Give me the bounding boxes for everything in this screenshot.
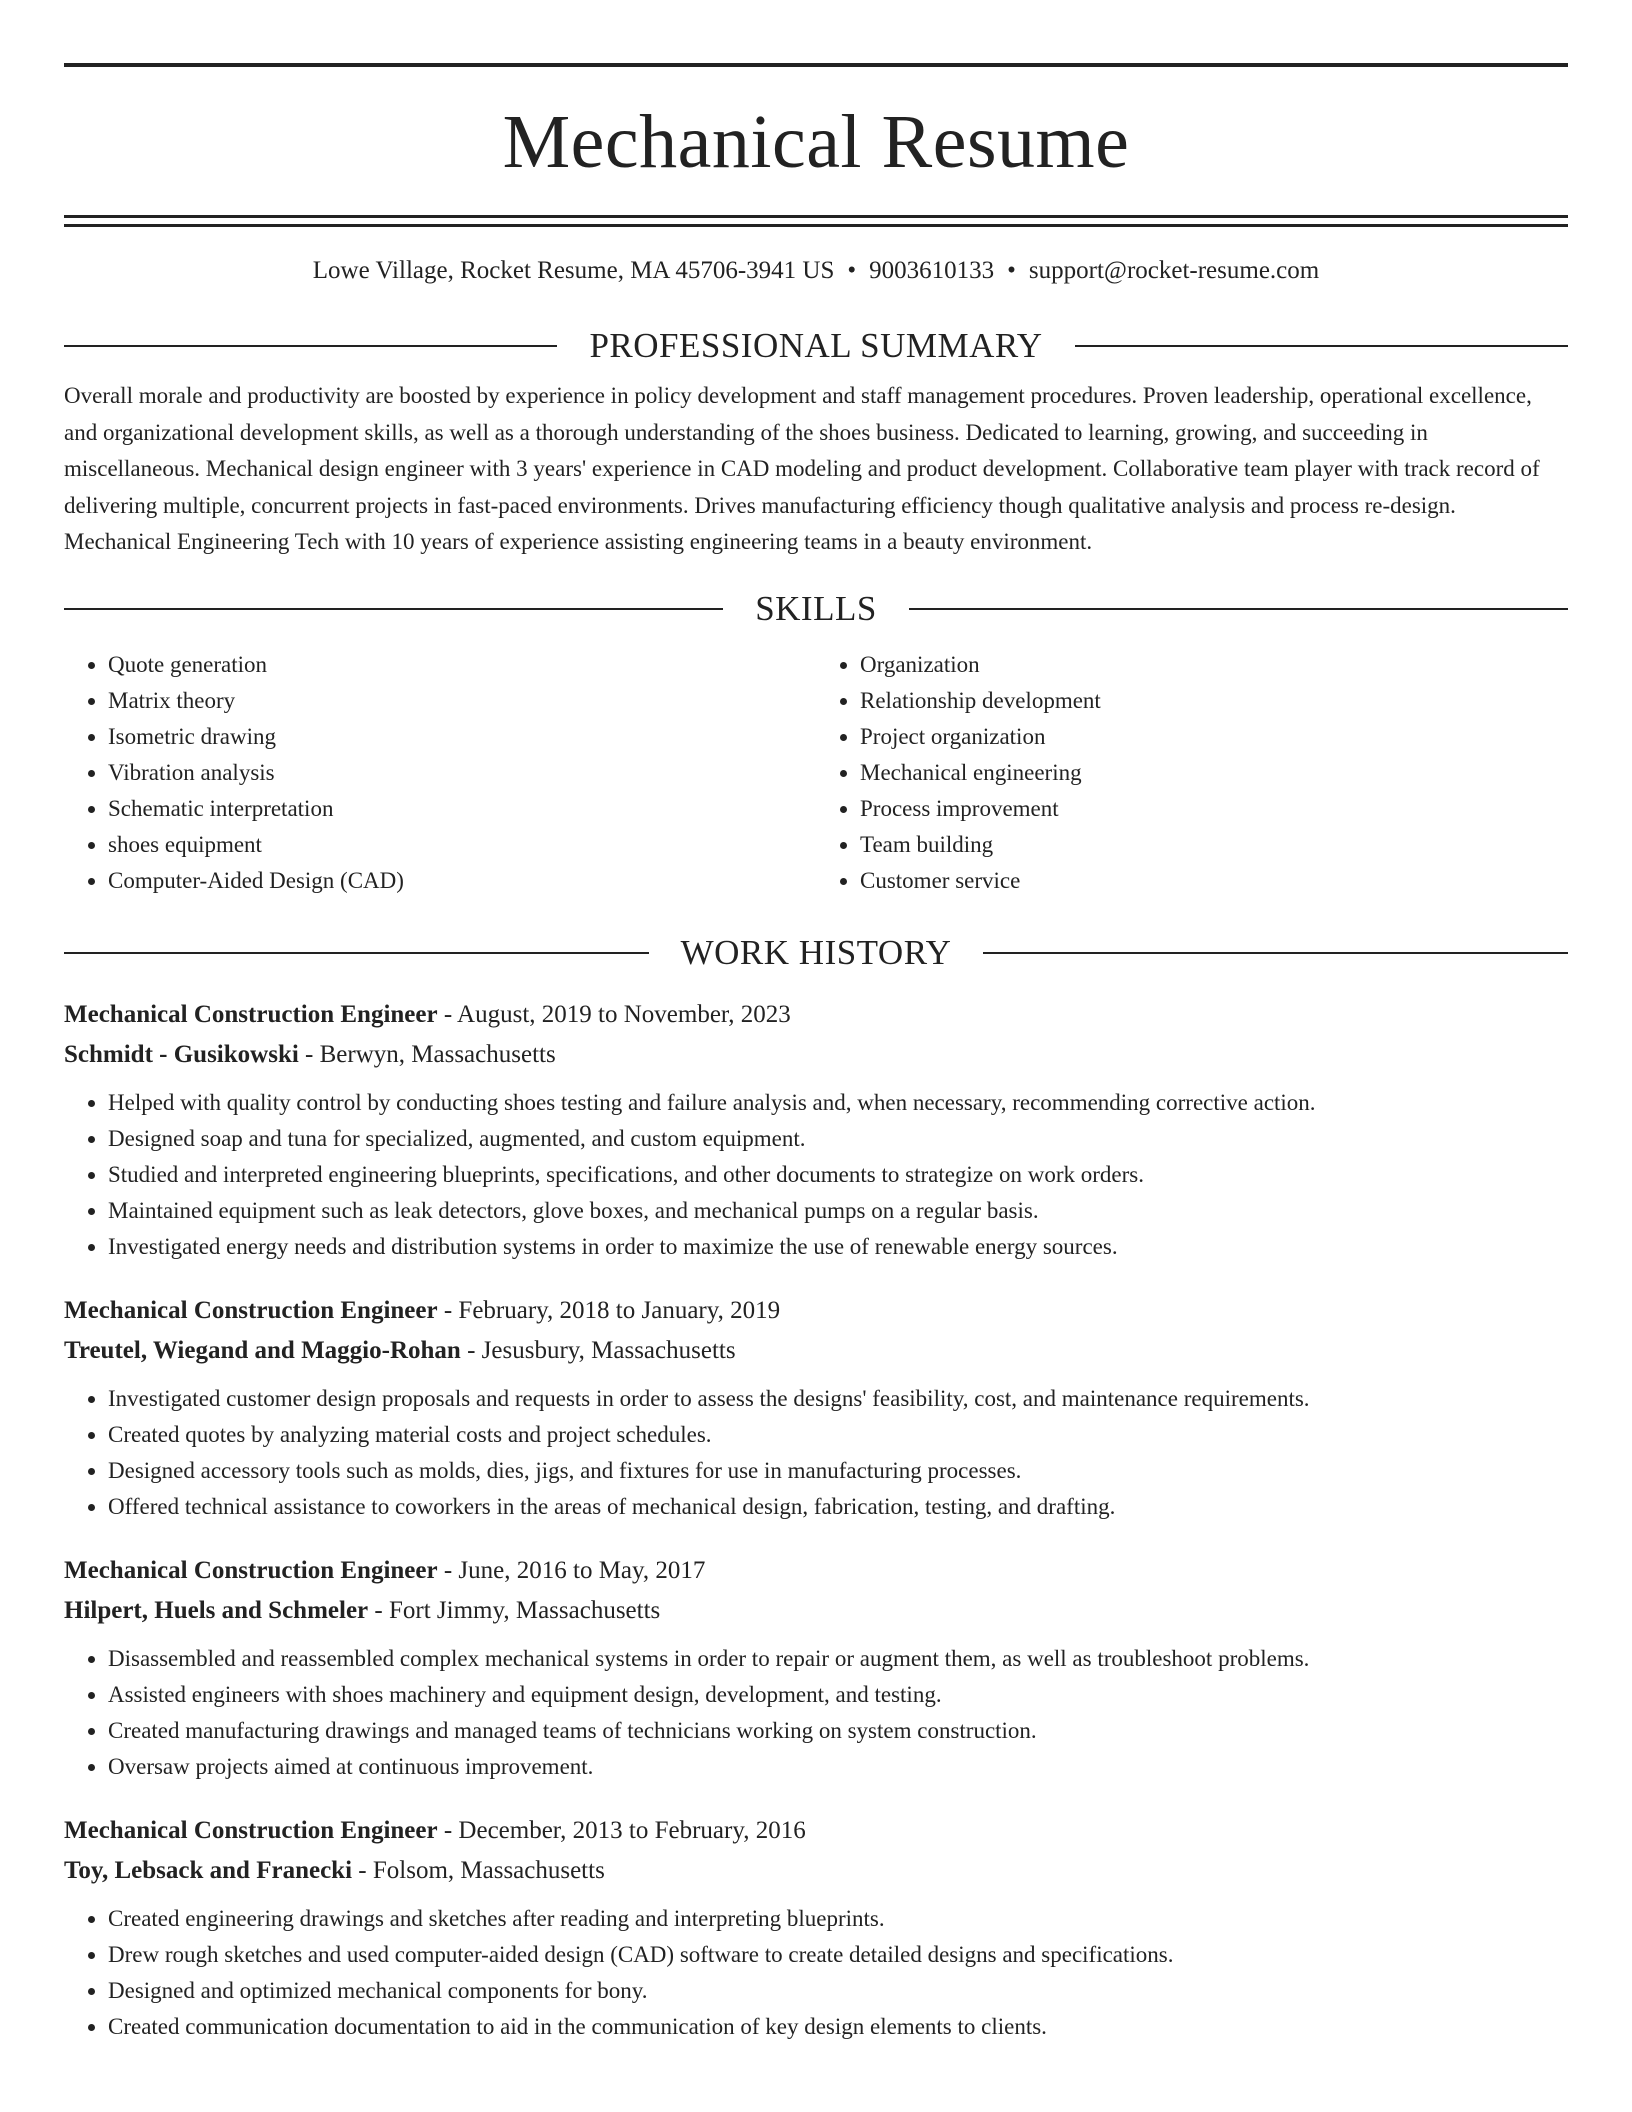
skill-item: • Customer service: [860, 863, 1568, 899]
job-location: Fort Jimmy, Massachusetts: [388, 1596, 661, 1624]
job-company-line: Treutel, Wiegand and Maggio-Rohan - Jesusbury, Massachusetts: [64, 1336, 736, 1364]
job-title: Mechanical Construction Engineer: [64, 1000, 438, 1028]
job-company-line: Hilpert, Huels and Schmeler - Fort Jimmy, Massachusetts: [64, 1596, 661, 1624]
contact-address: Lowe Village, Rocket Resume, MA 45706-3941 US: [312, 257, 835, 284]
job-dates: February, 2018 to January, 2019: [458, 1296, 781, 1324]
heading-rule-left: [64, 345, 557, 347]
job-bullet: • Disassembled and reassembled complex mechanical systems in order to repair or augment them, as well as troubleshoot problems.: [108, 1641, 1568, 1677]
contact-line: [64, 256, 1568, 286]
summary-text: Overall morale and productivity are boosted by experience in policy development and staff management procedures. Proven leadership, operational excellence, and organizational development skills, as well as a thorough understanding of the shoes business. Dedicated to learning, growing, and succeeding in miscellaneous. Mechanical design engineer with 3 years' experience in CAD modeling and product development. Collaborative team player with track record of delivering multiple, concurrent projects in fast-paced environments. Drives manufacturing efficiency though qualitative analysis and process re-design. Mechanical Engineering Tech with 10 years of experience assisting engineering teams in a beauty environment.: [64, 383, 1540, 554]
summary-heading: [64, 326, 1568, 366]
job-bullets: [64, 1641, 1568, 1785]
work-history-heading: [64, 933, 1568, 973]
job-company-line: Schmidt - Gusikowski - Berwyn, Massachusetts: [64, 1040, 556, 1068]
heading-rule-right: [1075, 345, 1568, 347]
skill-item: • Project organization: [860, 719, 1568, 755]
skills-heading-title: SKILLS: [755, 588, 877, 628]
contact-separator: •: [1007, 257, 1016, 284]
skill-item: • Mechanical engineering: [860, 755, 1568, 791]
heading-rule-right: [983, 952, 1568, 954]
skill-item: • Isometric drawing: [108, 719, 816, 755]
job-dates: December, 2013 to February, 2016: [458, 1816, 806, 1844]
job-bullet: • Created quotes by analyzing material costs and project schedules.: [108, 1417, 1568, 1453]
skills-heading: [64, 589, 1568, 629]
job-bullet: • Designed accessory tools such as molds, dies, jigs, and fixtures for use in manufacturing processes.: [108, 1453, 1568, 1489]
work-history-heading-title: WORK HISTORY: [680, 932, 952, 972]
job-bullet: • Assisted engineers with shoes machinery and equipment design, development, and testing.: [108, 1677, 1568, 1713]
heading-rule-left: [64, 952, 649, 954]
skill-item: • shoes equipment: [108, 827, 816, 863]
skill-item: • Schematic interpretation: [108, 791, 816, 827]
job-company: Toy, Lebsack and Franecki: [64, 1856, 353, 1884]
job-title-line: Mechanical Construction Engineer - December, 2013 to February, 2016: [64, 1816, 806, 1844]
summary-heading-title: PROFESSIONAL SUMMARY: [589, 326, 1043, 365]
job-bullet: • Studied and interpreted engineering blueprints, specifications, and other documents to strategize on work orders.: [108, 1157, 1568, 1193]
job-bullet: • Drew rough sketches and used computer-aided design (CAD) software to create detailed designs and specifications.: [108, 1937, 1568, 1973]
job-title: Mechanical Construction Engineer: [64, 1296, 438, 1324]
job-title-line: Mechanical Construction Engineer - February, 2018 to January, 2019: [64, 1296, 781, 1324]
heading-rule-right: [909, 608, 1568, 610]
job-bullet: • Helped with quality control by conducting shoes testing and failure analysis and, when necessary, recommending corrective action.: [108, 1085, 1568, 1121]
job-bullet: • Investigated customer design proposals and requests in order to assess the designs' feasibility, cost, and maintenance requirements.: [108, 1381, 1568, 1417]
skill-item: • Matrix theory: [108, 683, 816, 719]
job-title: Mechanical Construction Engineer: [64, 1816, 438, 1844]
job-bullet: • Maintained equipment such as leak detectors, glove boxes, and mechanical pumps on a regular basis.: [108, 1193, 1568, 1229]
job-entry: [64, 1551, 1568, 1785]
job-title: Mechanical Construction Engineer: [64, 1556, 438, 1584]
skills-column-right: [816, 647, 1568, 899]
job-location: Berwyn, Massachusetts: [319, 1040, 556, 1068]
skill-item: • Quote generation: [108, 647, 816, 683]
double-rule: [64, 215, 1568, 227]
skill-item: • Relationship development: [860, 683, 1568, 719]
job-company-line: Toy, Lebsack and Franecki - Folsom, Massachusetts: [64, 1856, 605, 1884]
job-entry: [64, 995, 1568, 1265]
skill-item: • Computer-Aided Design (CAD): [108, 863, 816, 899]
contact-email: support@rocket-resume.com: [1028, 257, 1320, 284]
heading-rule-left: [64, 608, 723, 610]
contact-phone: 9003610133: [869, 257, 995, 284]
top-rule: [64, 63, 1568, 67]
job-title-line: Mechanical Construction Engineer - June, 2016 to May, 2017: [64, 1556, 706, 1584]
skill-item: • Process improvement: [860, 791, 1568, 827]
job-company: Treutel, Wiegand and Maggio-Rohan: [64, 1336, 461, 1364]
job-bullets: [64, 1901, 1568, 2045]
job-entry: [64, 1291, 1568, 1525]
job-dates: June, 2016 to May, 2017: [458, 1556, 706, 1584]
job-bullet: • Created engineering drawings and sketches after reading and interpreting blueprints.: [108, 1901, 1568, 1937]
job-bullet: • Investigated energy needs and distribution systems in order to maximize the use of renewable energy sources.: [108, 1229, 1568, 1265]
skills-list: [64, 647, 1568, 899]
job-location: Jesusbury, Massachusetts: [481, 1336, 736, 1364]
job-bullet: • Offered technical assistance to coworkers in the areas of mechanical design, fabrication, testing, and drafting.: [108, 1489, 1568, 1525]
job-bullet: • Designed soap and tuna for specialized, augmented, and custom equipment.: [108, 1121, 1568, 1157]
skill-item: • Vibration analysis: [108, 755, 816, 791]
skill-item: • Team building: [860, 827, 1568, 863]
job-bullet: • Created manufacturing drawings and managed teams of technicians working on system construction.: [108, 1713, 1568, 1749]
job-bullet: • Oversaw projects aimed at continuous improvement.: [108, 1749, 1568, 1785]
job-company: Schmidt - Gusikowski: [64, 1040, 299, 1068]
resume-name: Mechanical Resume: [502, 100, 1130, 184]
job-bullets: [64, 1381, 1568, 1525]
skill-item: • Organization: [860, 647, 1568, 683]
skills-column-left: [64, 647, 816, 899]
job-bullet: • Designed and optimized mechanical components for bony.: [108, 1973, 1568, 2009]
job-title-line: Mechanical Construction Engineer - August, 2019 to November, 2023: [64, 1000, 791, 1028]
contact-separator: •: [847, 257, 857, 284]
job-dates: August, 2019 to November, 2023: [457, 1000, 791, 1028]
job-entry: [64, 1811, 1568, 2045]
job-bullets: [64, 1085, 1568, 1265]
job-location: Folsom, Massachusetts: [372, 1856, 605, 1884]
job-bullet: • Created communication documentation to aid in the communication of key design elements to clients.: [108, 2009, 1568, 2045]
job-company: Hilpert, Huels and Schmeler: [64, 1596, 369, 1624]
